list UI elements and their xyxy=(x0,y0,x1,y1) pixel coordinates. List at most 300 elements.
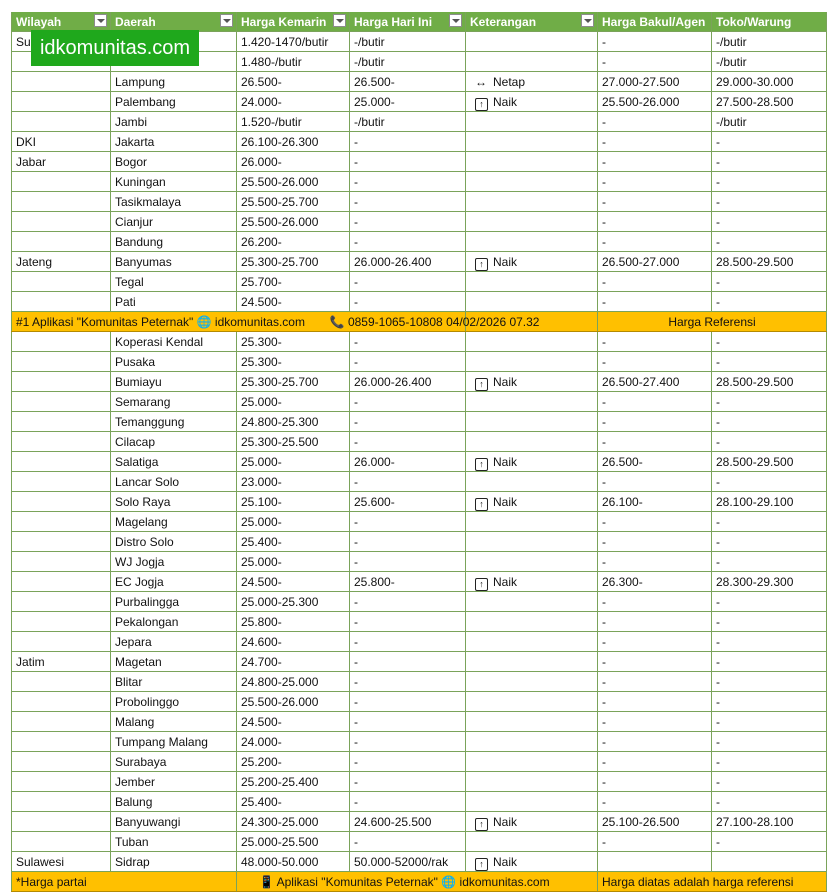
cell-toko-warung: - xyxy=(712,552,827,572)
table-row xyxy=(12,832,827,852)
table-row xyxy=(12,612,827,632)
cell-toko-warung: - xyxy=(712,792,827,812)
cell-toko-warung: - xyxy=(712,752,827,772)
table-footer xyxy=(12,872,827,892)
cell-toko-warung: 28.300-29.300 xyxy=(712,572,827,592)
cell-harga-hari-ini: - xyxy=(350,692,466,712)
band-phone: 0859-1065-10808 xyxy=(347,314,443,329)
cell-harga-bakul: - xyxy=(598,772,712,792)
cell-keterangan xyxy=(466,512,598,532)
cell-toko-warung: 28.500-29.500 xyxy=(712,372,827,392)
cell-harga-kemarin: 24.800-25.300 xyxy=(237,412,350,432)
cell-harga-kemarin: 25.500-26.000 xyxy=(237,212,350,232)
cell-toko-warung: - xyxy=(712,532,827,552)
keterangan-label: Naik xyxy=(493,854,518,869)
cell-harga-kemarin: 25.400- xyxy=(237,792,350,812)
cell-harga-kemarin: 25.300- xyxy=(237,352,350,372)
cell-toko-warung: -/butir xyxy=(712,32,827,52)
cell-toko-warung: - xyxy=(712,652,827,672)
cell-daerah: Banyuwangi xyxy=(111,812,237,832)
cell-harga-bakul: - xyxy=(598,332,712,352)
table-row xyxy=(12,252,827,272)
cell-harga-kemarin: 26.000- xyxy=(237,152,350,172)
cell-daerah: Tasikmalaya xyxy=(111,192,237,212)
price-table xyxy=(11,12,827,892)
cell-daerah: Bandung xyxy=(111,232,237,252)
header-keterangan: Keterangan xyxy=(466,12,598,32)
cell-harga-kemarin: 25.000-25.300 xyxy=(237,592,350,612)
cell-harga-kemarin: 25.000- xyxy=(237,452,350,472)
cell-toko-warung: - xyxy=(712,132,827,152)
cell-harga-hari-ini: - xyxy=(350,432,466,452)
cell-daerah: Probolinggo xyxy=(111,692,237,712)
cell-keterangan xyxy=(466,612,598,632)
cell-toko-warung: - xyxy=(712,512,827,532)
cell-harga-kemarin: 24.700- xyxy=(237,652,350,672)
keterangan-label: Netap xyxy=(493,74,526,89)
keterangan-label: Naik xyxy=(493,454,518,469)
cell-harga-bakul: 27.000-27.500 xyxy=(598,72,712,92)
table-row xyxy=(12,852,827,872)
cell-keterangan xyxy=(466,392,598,412)
cell-harga-kemarin: 25.200- xyxy=(237,752,350,772)
cell-harga-bakul: - xyxy=(598,532,712,552)
cell-keterangan xyxy=(466,152,598,172)
filter-dropdown-icon[interactable] xyxy=(333,14,346,27)
filter-dropdown-icon[interactable] xyxy=(449,14,462,27)
table-row xyxy=(12,352,827,372)
keterangan-label: Naik xyxy=(493,494,518,509)
cell-daerah: WJ Jogja xyxy=(111,552,237,572)
cell-harga-kemarin: 24.000- xyxy=(237,92,350,112)
header-harga-hari-ini: Harga Hari Ini xyxy=(350,12,466,32)
up-arrow-box-icon: ↑ xyxy=(475,818,488,831)
cell-keterangan xyxy=(466,292,598,312)
filter-dropdown-icon[interactable] xyxy=(94,14,107,27)
cell-keterangan xyxy=(466,172,598,192)
cell-harga-hari-ini: - xyxy=(350,552,466,572)
cell-harga-hari-ini: - xyxy=(350,212,466,232)
cell-wilayah xyxy=(12,812,111,832)
cell-keterangan xyxy=(466,332,598,352)
cell-harga-hari-ini: - xyxy=(350,752,466,772)
header-toko-warung: Toko/Warung xyxy=(712,12,827,32)
cell-harga-kemarin: 25.500-26.000 xyxy=(237,692,350,712)
cell-keterangan xyxy=(466,572,598,592)
cell-harga-kemarin: 26.100-26.300 xyxy=(237,132,350,152)
cell-toko-warung: - xyxy=(712,272,827,292)
cell-daerah: Banyumas xyxy=(111,252,237,272)
cell-harga-kemarin: 25.400- xyxy=(237,532,350,552)
up-arrow-box-icon: ↑ xyxy=(475,858,488,871)
cell-wilayah xyxy=(12,492,111,512)
header-wilayah: Wilayah xyxy=(12,12,111,32)
cell-wilayah xyxy=(12,232,111,252)
keterangan-label: Naik xyxy=(493,254,518,269)
cell-harga-bakul: - xyxy=(598,232,712,252)
keterangan-label: Naik xyxy=(493,374,518,389)
cell-keterangan xyxy=(466,852,598,872)
cell-harga-bakul: - xyxy=(598,732,712,752)
up-arrow-box-icon: ↑ xyxy=(475,98,488,111)
cell-harga-bakul xyxy=(598,852,712,872)
cell-keterangan xyxy=(466,52,598,72)
cell-daerah: Malang xyxy=(111,712,237,732)
cell-harga-hari-ini: - xyxy=(350,592,466,612)
cell-harga-kemarin: 25.300-25.700 xyxy=(237,252,350,272)
cell-keterangan xyxy=(466,732,598,752)
cell-harga-hari-ini: - xyxy=(350,632,466,652)
cell-harga-bakul: - xyxy=(598,512,712,532)
cell-harga-kemarin: 26.200- xyxy=(237,232,350,252)
table-row xyxy=(12,112,827,132)
cell-harga-hari-ini: - xyxy=(350,532,466,552)
table-row xyxy=(12,752,827,772)
cell-wilayah: Jatim xyxy=(12,652,111,672)
cell-wilayah xyxy=(12,592,111,612)
table-row xyxy=(12,792,827,812)
cell-toko-warung: - xyxy=(712,232,827,252)
cell-toko-warung: - xyxy=(712,392,827,412)
cell-keterangan xyxy=(466,192,598,212)
cell-daerah: Tumpang Malang xyxy=(111,732,237,752)
cell-harga-bakul: 26.500-27.000 xyxy=(598,252,712,272)
cell-keterangan xyxy=(466,552,598,572)
cell-harga-kemarin: 25.800- xyxy=(237,612,350,632)
cell-harga-bakul: - xyxy=(598,32,712,52)
cell-toko-warung: - xyxy=(712,332,827,352)
cell-daerah: Semarang xyxy=(111,392,237,412)
cell-harga-bakul: - xyxy=(598,612,712,632)
cell-harga-bakul: - xyxy=(598,592,712,612)
cell-harga-bakul: - xyxy=(598,152,712,172)
cell-daerah: Bogor xyxy=(111,152,237,172)
cell-wilayah xyxy=(12,772,111,792)
cell-daerah: Salatiga xyxy=(111,452,237,472)
table-row xyxy=(12,452,827,472)
cell-harga-kemarin: 1.480-/butir xyxy=(237,52,350,72)
cell-harga-bakul: 26.300- xyxy=(598,572,712,592)
table-row xyxy=(12,372,827,392)
cell-toko-warung: - xyxy=(712,732,827,752)
table-row xyxy=(12,432,827,452)
cell-toko-warung: - xyxy=(712,412,827,432)
cell-harga-bakul: - xyxy=(598,172,712,192)
cell-harga-bakul: - xyxy=(598,292,712,312)
cell-harga-bakul: - xyxy=(598,792,712,812)
filter-dropdown-icon[interactable] xyxy=(581,14,594,27)
cell-harga-kemarin: 24.600- xyxy=(237,632,350,652)
cell-keterangan xyxy=(466,792,598,812)
cell-harga-bakul: - xyxy=(598,692,712,712)
band-reference-label: Harga Referensi xyxy=(598,312,827,332)
cell-keterangan xyxy=(466,632,598,652)
cell-wilayah xyxy=(12,792,111,812)
cell-wilayah xyxy=(12,332,111,352)
cell-wilayah xyxy=(12,512,111,532)
cell-harga-bakul: - xyxy=(598,52,712,72)
cell-harga-hari-ini: - xyxy=(350,512,466,532)
cell-harga-hari-ini: - xyxy=(350,472,466,492)
table-row xyxy=(12,812,827,832)
table-row xyxy=(12,712,827,732)
footer-reference-note: Harga diatas adalah harga referensi xyxy=(598,872,827,892)
cell-harga-kemarin: 25.000-25.500 xyxy=(237,832,350,852)
cell-harga-bakul: - xyxy=(598,712,712,732)
cell-harga-kemarin: 25.300-25.700 xyxy=(237,372,350,392)
table-row xyxy=(12,632,827,652)
cell-harga-hari-ini: 50.000-52000/rak xyxy=(350,852,466,872)
cell-wilayah xyxy=(12,112,111,132)
cell-daerah: Cianjur xyxy=(111,212,237,232)
table-row xyxy=(12,412,827,432)
table-row xyxy=(12,152,827,172)
cell-toko-warung: -/butir xyxy=(712,112,827,132)
cell-wilayah: Jateng xyxy=(12,252,111,272)
cell-daerah: Lampung xyxy=(111,72,237,92)
cell-keterangan xyxy=(466,232,598,252)
cell-toko-warung: - xyxy=(712,672,827,692)
table-row xyxy=(12,512,827,532)
up-arrow-box-icon: ↑ xyxy=(475,258,488,271)
cell-harga-kemarin: 25.700- xyxy=(237,272,350,292)
footer-app-info: 📱 Aplikasi "Komunitas Peternak" 🌐 idkomunitas.com xyxy=(237,872,598,892)
cell-toko-warung xyxy=(712,852,827,872)
cell-harga-kemarin: 25.500-25.700 xyxy=(237,192,350,212)
table-row xyxy=(12,92,827,112)
cell-harga-kemarin: 25.000- xyxy=(237,512,350,532)
cell-wilayah: Sulawesi xyxy=(12,852,111,872)
header-row xyxy=(12,12,827,32)
cell-toko-warung: - xyxy=(712,612,827,632)
cell-toko-warung: - xyxy=(712,152,827,172)
cell-harga-hari-ini: 25.000- xyxy=(350,92,466,112)
cell-harga-hari-ini: - xyxy=(350,712,466,732)
cell-keterangan xyxy=(466,32,598,52)
cell-wilayah xyxy=(12,432,111,452)
header-daerah: Daerah xyxy=(111,12,237,32)
cell-harga-bakul: - xyxy=(598,432,712,452)
left-right-arrow-icon: ↔ xyxy=(475,74,487,89)
cell-daerah: Purbalingga xyxy=(111,592,237,612)
cell-wilayah xyxy=(12,452,111,472)
cell-daerah: Jember xyxy=(111,772,237,792)
cell-toko-warung: - xyxy=(712,712,827,732)
cell-daerah: Solo Raya xyxy=(111,492,237,512)
up-arrow-box-icon: ↑ xyxy=(475,498,488,511)
cell-daerah: Bumiayu xyxy=(111,372,237,392)
cell-wilayah xyxy=(12,352,111,372)
cell-harga-kemarin: 25.000- xyxy=(237,552,350,572)
cell-wilayah xyxy=(12,292,111,312)
cell-toko-warung: - xyxy=(712,352,827,372)
cell-daerah: Balung xyxy=(111,792,237,812)
cell-toko-warung: - xyxy=(712,772,827,792)
cell-harga-kemarin: 24.500- xyxy=(237,712,350,732)
cell-harga-bakul: - xyxy=(598,552,712,572)
cell-toko-warung: - xyxy=(712,692,827,712)
table-row xyxy=(12,492,827,512)
cell-harga-bakul: - xyxy=(598,192,712,212)
cell-harga-bakul: - xyxy=(598,472,712,492)
cell-harga-bakul: - xyxy=(598,392,712,412)
cell-toko-warung: - xyxy=(712,172,827,192)
table-row xyxy=(12,472,827,492)
cell-keterangan xyxy=(466,212,598,232)
globe-icon: 🌐 xyxy=(441,874,457,889)
info-band-row xyxy=(12,312,827,332)
cell-harga-kemarin: 1.420-1470/butir xyxy=(237,32,350,52)
cell-toko-warung: 28.500-29.500 xyxy=(712,452,827,472)
cell-keterangan xyxy=(466,812,598,832)
cell-keterangan xyxy=(466,352,598,372)
table-row xyxy=(12,672,827,692)
cell-keterangan xyxy=(466,92,598,112)
cell-wilayah xyxy=(12,72,111,92)
cell-harga-hari-ini: - xyxy=(350,352,466,372)
cell-keterangan xyxy=(466,472,598,492)
table-row xyxy=(12,72,827,92)
cell-harga-bakul: - xyxy=(598,412,712,432)
cell-keterangan xyxy=(466,432,598,452)
cell-daerah: Surabaya xyxy=(111,752,237,772)
cell-keterangan xyxy=(466,832,598,852)
cell-wilayah xyxy=(12,392,111,412)
cell-daerah: Sidrap xyxy=(111,852,237,872)
keterangan-label: Naik xyxy=(493,574,518,589)
footer-row xyxy=(12,872,827,892)
cell-keterangan xyxy=(466,72,598,92)
band-app-info: #1 Aplikasi "Komunitas Peternak" 🌐 idkomunitas.com 📞 0859-1065-10808 04/02/2026 07.32 xyxy=(12,312,466,332)
cell-harga-kemarin: 24.500- xyxy=(237,572,350,592)
cell-wilayah xyxy=(12,192,111,212)
cell-wilayah: DKI xyxy=(12,132,111,152)
cell-harga-hari-ini: - xyxy=(350,172,466,192)
cell-daerah: Tegal xyxy=(111,272,237,292)
cell-toko-warung: 27.100-28.100 xyxy=(712,812,827,832)
cell-wilayah xyxy=(12,552,111,572)
table-body-bottom xyxy=(12,332,827,872)
cell-daerah: EC Jogja xyxy=(111,572,237,592)
table-row xyxy=(12,332,827,352)
cell-harga-hari-ini: - xyxy=(350,192,466,212)
cell-wilayah xyxy=(12,692,111,712)
cell-harga-kemarin: 24.300-25.000 xyxy=(237,812,350,832)
cell-harga-bakul: - xyxy=(598,112,712,132)
cell-harga-bakul: 26.500- xyxy=(598,452,712,472)
cell-toko-warung: - xyxy=(712,292,827,312)
cell-harga-hari-ini: - xyxy=(350,332,466,352)
cell-wilayah xyxy=(12,712,111,732)
cell-keterangan xyxy=(466,372,598,392)
table-row xyxy=(12,292,827,312)
up-arrow-box-icon: ↑ xyxy=(475,458,488,471)
globe-icon: 🌐 xyxy=(196,314,212,329)
cell-keterangan xyxy=(466,412,598,432)
cell-wilayah xyxy=(12,472,111,492)
cell-toko-warung: 27.500-28.500 xyxy=(712,92,827,112)
cell-harga-kemarin: 23.000- xyxy=(237,472,350,492)
cell-harga-hari-ini: - xyxy=(350,272,466,292)
cell-keterangan xyxy=(466,692,598,712)
cell-harga-kemarin: 25.000- xyxy=(237,392,350,412)
cell-wilayah xyxy=(12,672,111,692)
cell-harga-hari-ini: - xyxy=(350,772,466,792)
cell-harga-hari-ini: - xyxy=(350,792,466,812)
cell-harga-hari-ini: 26.500- xyxy=(350,72,466,92)
filter-dropdown-icon[interactable] xyxy=(220,14,233,27)
cell-harga-bakul: 25.100-26.500 xyxy=(598,812,712,832)
cell-harga-hari-ini: 25.600- xyxy=(350,492,466,512)
cell-toko-warung: 28.500-29.500 xyxy=(712,252,827,272)
table-row xyxy=(12,392,827,412)
cell-harga-hari-ini: - xyxy=(350,232,466,252)
cell-keterangan xyxy=(466,712,598,732)
table-row xyxy=(12,172,827,192)
cell-harga-bakul: 25.500-26.000 xyxy=(598,92,712,112)
cell-keterangan xyxy=(466,672,598,692)
cell-wilayah xyxy=(12,832,111,852)
cell-harga-hari-ini: - xyxy=(350,612,466,632)
cell-daerah: Koperasi Kendal xyxy=(111,332,237,352)
header-harga-bakul-agen: Harga Bakul/Agen xyxy=(598,12,712,32)
table-row xyxy=(12,552,827,572)
cell-harga-bakul: 26.100- xyxy=(598,492,712,512)
cell-keterangan xyxy=(466,132,598,152)
cell-keterangan xyxy=(466,592,598,612)
cell-daerah: Jakarta xyxy=(111,132,237,152)
cell-wilayah xyxy=(12,272,111,292)
cell-harga-bakul: - xyxy=(598,632,712,652)
cell-daerah: Tuban xyxy=(111,832,237,852)
cell-daerah: Distro Solo xyxy=(111,532,237,552)
cell-harga-bakul: - xyxy=(598,752,712,772)
cell-daerah: Temanggung xyxy=(111,412,237,432)
table-row xyxy=(12,732,827,752)
table-row xyxy=(12,772,827,792)
footer-note: *Harga partai xyxy=(12,872,237,892)
table-row xyxy=(12,272,827,292)
cell-harga-kemarin: 25.300- xyxy=(237,332,350,352)
cell-harga-hari-ini: - xyxy=(350,392,466,412)
cell-harga-kemarin: 25.300-25.500 xyxy=(237,432,350,452)
cell-harga-bakul: - xyxy=(598,212,712,232)
cell-toko-warung: - xyxy=(712,212,827,232)
app-icon: 📱 xyxy=(259,874,274,889)
cell-wilayah xyxy=(12,412,111,432)
header-harga-kemarin: Harga Kemarin xyxy=(237,12,350,32)
table-row xyxy=(12,572,827,592)
cell-harga-kemarin: 24.000- xyxy=(237,732,350,752)
keterangan-label: Naik xyxy=(493,94,518,109)
cell-harga-hari-ini: - xyxy=(350,672,466,692)
cell-harga-hari-ini: 25.800- xyxy=(350,572,466,592)
cell-daerah: Magelang xyxy=(111,512,237,532)
cell-harga-hari-ini: - xyxy=(350,732,466,752)
cell-keterangan xyxy=(466,532,598,552)
cell-keterangan xyxy=(466,112,598,132)
keterangan-label: Naik xyxy=(493,814,518,829)
cell-harga-hari-ini: 24.600-25.500 xyxy=(350,812,466,832)
cell-toko-warung: - xyxy=(712,592,827,612)
cell-harga-hari-ini: - xyxy=(350,412,466,432)
cell-daerah: Kuningan xyxy=(111,172,237,192)
cell-daerah: Pati xyxy=(111,292,237,312)
cell-harga-kemarin: 24.800-25.000 xyxy=(237,672,350,692)
cell-daerah: Jambi xyxy=(111,112,237,132)
cell-toko-warung: -/butir xyxy=(712,52,827,72)
cell-keterangan xyxy=(466,252,598,272)
